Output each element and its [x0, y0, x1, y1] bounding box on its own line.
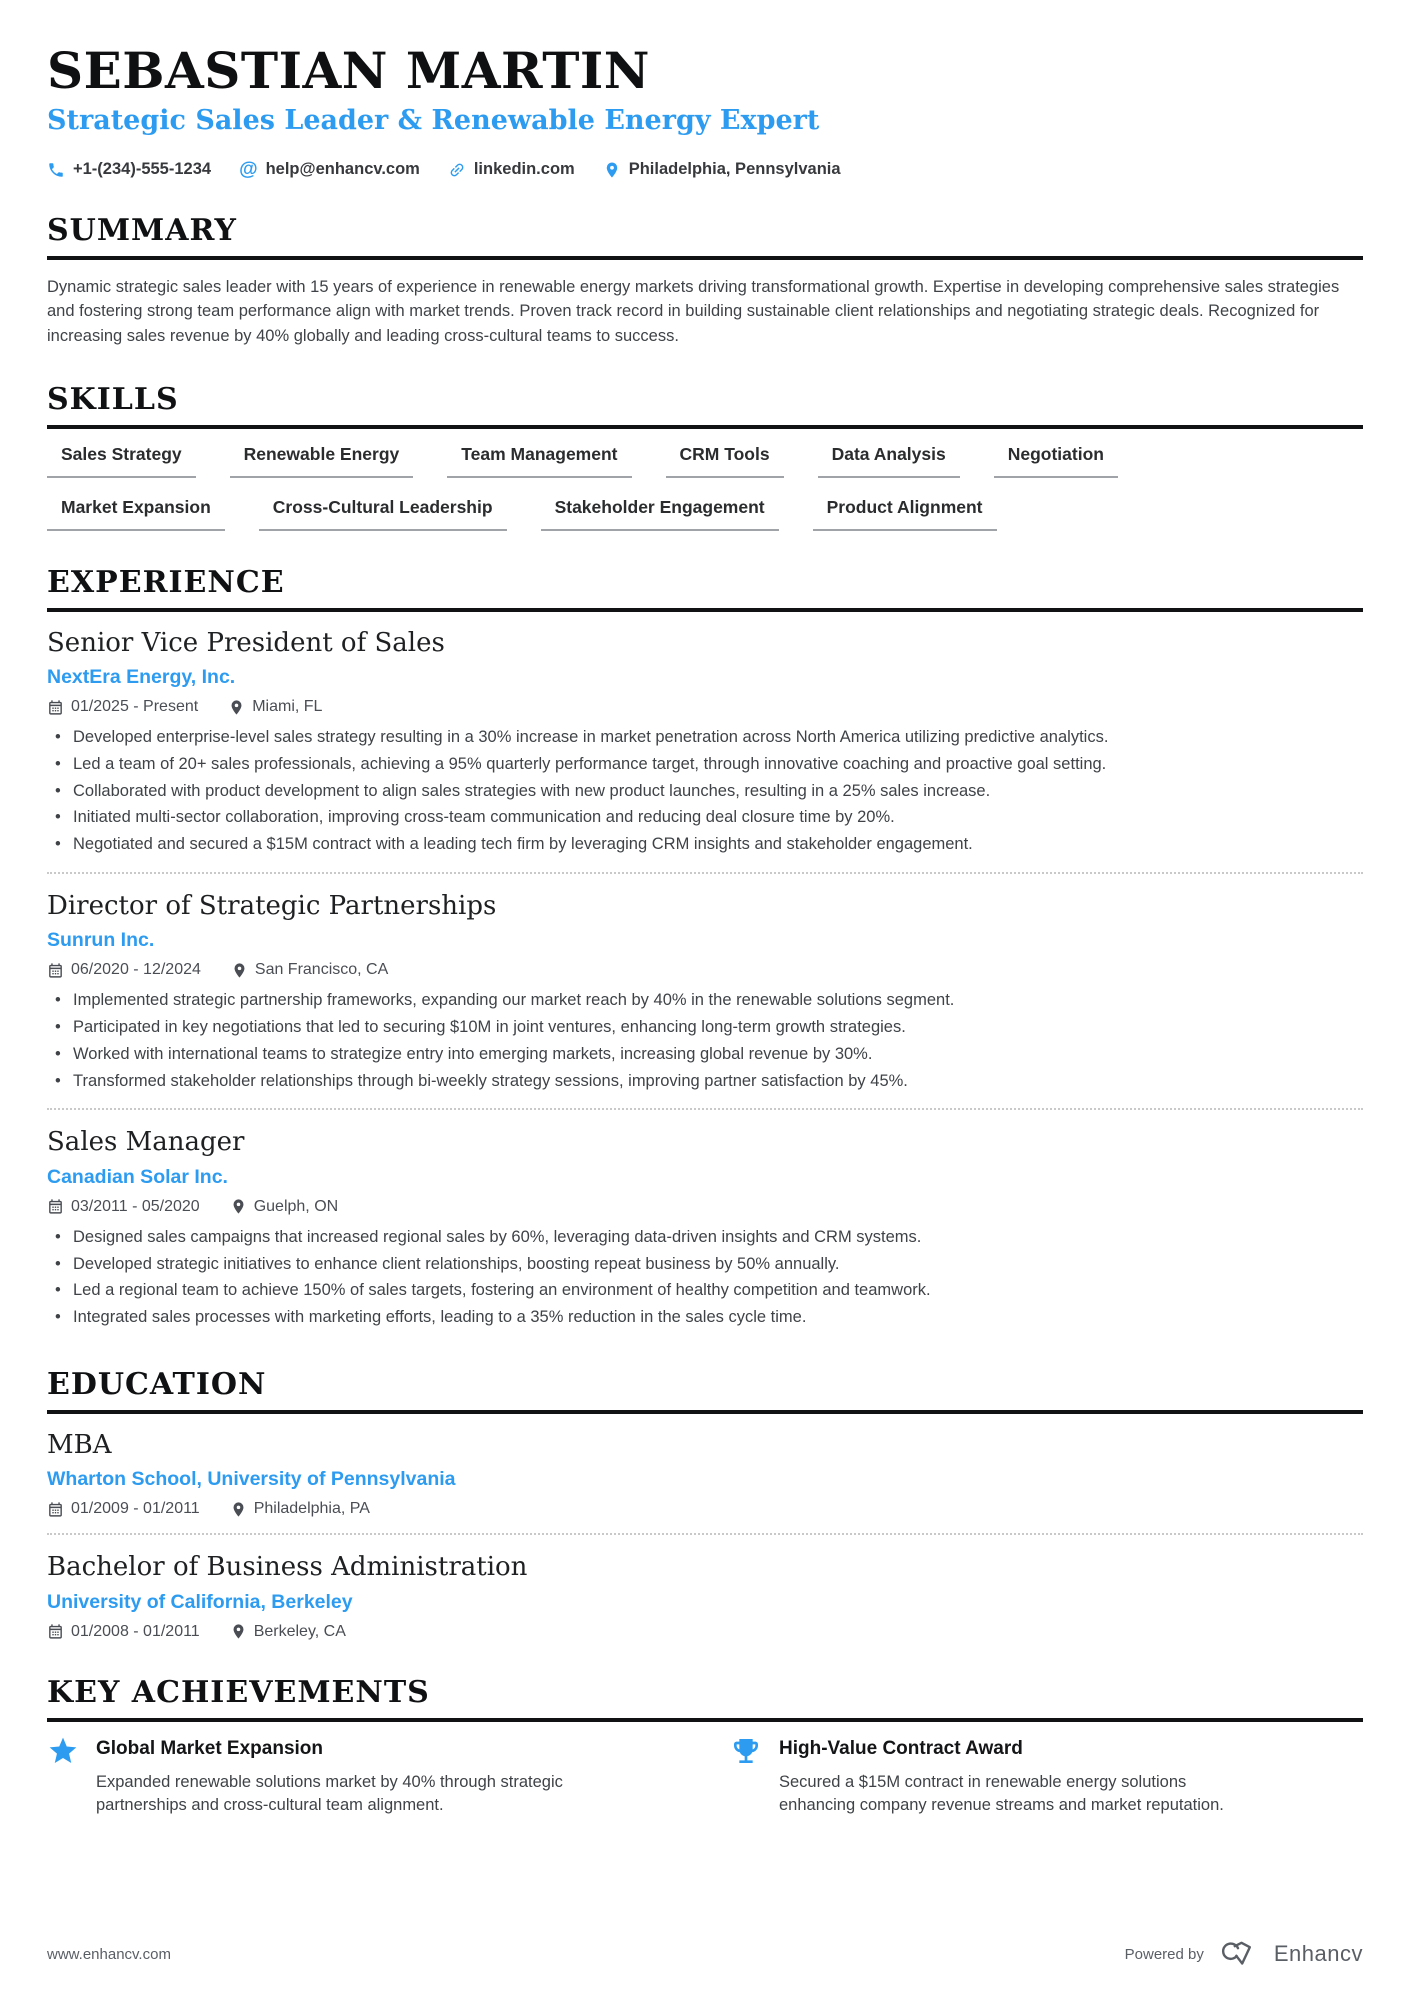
experience-entry	[47, 890, 1363, 1094]
calendar-icon	[47, 1198, 64, 1215]
skill-row-2	[47, 497, 1363, 531]
job-location	[228, 698, 322, 716]
job-bullet: • Implemented strategic partnership frameworks, expanding our market reach by 40% in the renewable solutions segment.	[51, 989, 1363, 1013]
achievements-grid	[47, 1737, 1363, 1819]
powered-by-label: Powered by	[1124, 1945, 1204, 1963]
skill-item: Market Expansion	[47, 497, 225, 531]
section-divider	[47, 1718, 1363, 1722]
contact-location-text: Philadelphia, Pennsylvania	[628, 160, 841, 179]
candidate-headline: Strategic Sales Leader & Renewable Energy Expert	[47, 105, 820, 136]
job-bullet: • Transformed stakeholder relationships through bi-weekly strategy sessions, improving partner satisfaction by 45%.	[51, 1070, 1363, 1094]
summary-text: Dynamic strategic sales leader with 15 years of experience in renewable energy markets driving transformational growth. Expertise in developing comprehensive sales strategies and fostering strong team performance align with market trends. Proven track record in building sustainable client relationships and negotiating strategic deals. Recognized for increasing sales revenue by 40% globally and leading cross-cultural teams to success.	[47, 278, 1340, 345]
achievement-item	[47, 1737, 680, 1819]
education-meta	[47, 1623, 1363, 1641]
section-divider	[47, 608, 1363, 612]
job-location-text: San Francisco, CA	[254, 961, 389, 979]
calendar-icon	[47, 962, 64, 979]
education-entry	[47, 1551, 1363, 1641]
contact-linkedin[interactable]	[448, 160, 575, 179]
section-achievements	[47, 1676, 1363, 1819]
skill-item: Renewable Energy	[230, 444, 414, 478]
entry-separator	[47, 1533, 1363, 1535]
job-bullet: • Collaborated with product development to align sales strategies with new product launches, resulting in a 25% sales increase.	[51, 780, 1363, 804]
location-icon	[231, 962, 248, 979]
skill-item: Cross-Cultural Leadership	[259, 497, 507, 531]
summary-heading: SUMMARY	[47, 213, 237, 249]
entry-separator	[47, 872, 1363, 874]
experience-entry	[47, 1126, 1363, 1330]
section-education	[47, 1368, 1363, 1641]
contact-email[interactable]	[239, 160, 420, 179]
achievement-title: Global Market Expansion	[96, 1737, 323, 1759]
location-icon	[230, 1501, 247, 1518]
achievement-body	[96, 1737, 566, 1819]
footer-site-link[interactable]: www.enhancv.com	[47, 1945, 171, 1963]
job-dates	[47, 961, 201, 979]
job-company: NextEra Energy, Inc.	[47, 666, 236, 689]
experience-entry	[47, 627, 1363, 857]
school-name: University of California, Berkeley	[47, 1590, 353, 1613]
job-location-text: Miami, FL	[252, 698, 323, 716]
education-location	[230, 1500, 370, 1518]
job-dates-text: 03/2011 - 05/2020	[71, 1197, 200, 1215]
location-icon	[228, 699, 245, 716]
education-entry	[47, 1429, 1363, 1519]
job-title: Senior Vice President of Sales	[47, 627, 445, 658]
section-divider	[47, 1410, 1363, 1414]
enhancv-logo-icon	[1217, 1939, 1261, 1969]
enhancv-brand-name: Enhancv	[1273, 1941, 1363, 1966]
job-company: Sunrun Inc.	[47, 929, 155, 952]
skill-item: CRM Tools	[666, 444, 784, 478]
candidate-name: SEBASTIAN MARTIN	[47, 41, 650, 100]
skill-row-1	[47, 444, 1363, 478]
contact-email-text[interactable]: help@enhancv.com	[265, 160, 420, 179]
achievement-item	[730, 1737, 1363, 1819]
education-location-text: Berkeley, CA	[253, 1622, 346, 1640]
job-bullet: • Integrated sales processes with marketing efforts, leading to a 35% reduction in the sales cycle time.	[51, 1306, 1363, 1330]
experience-heading: EXPERIENCE	[47, 564, 285, 600]
calendar-icon	[47, 1623, 64, 1640]
contact-phone-text: +1-(234)-555-1234	[73, 160, 212, 179]
job-bullets	[47, 1226, 1363, 1330]
phone-icon	[47, 161, 65, 179]
calendar-icon	[47, 1501, 64, 1518]
skill-item: Negotiation	[994, 444, 1118, 478]
education-heading: EDUCATION	[47, 1366, 267, 1402]
job-dates	[47, 698, 198, 716]
skill-item: Product Alignment	[813, 497, 997, 531]
contact-phone	[47, 160, 211, 179]
footer-branding[interactable]	[1125, 1939, 1363, 1969]
job-company: Canadian Solar Inc.	[47, 1165, 228, 1188]
achievement-text: Secured a $15M contract in renewable energy solutions enhancing company revenue streams and market reputation.	[779, 1772, 1224, 1815]
job-bullets	[47, 726, 1363, 857]
job-dates	[47, 1198, 200, 1216]
job-bullet: • Worked with international teams to strategize entry into emerging markets, increasing global revenue by 30%.	[51, 1043, 1363, 1067]
job-dates-text: 06/2020 - 12/2024	[71, 961, 201, 979]
achievement-title: High-Value Contract Award	[779, 1737, 1023, 1759]
degree-title: Bachelor of Business Administration	[47, 1552, 528, 1583]
section-skills	[47, 383, 1363, 531]
entry-separator	[47, 1108, 1363, 1110]
skill-item: Data Analysis	[818, 444, 960, 478]
job-title: Sales Manager	[47, 1127, 245, 1158]
job-title: Director of Strategic Partnerships	[47, 890, 497, 921]
skill-item: Stakeholder Engagement	[541, 497, 779, 531]
achievements-heading: KEY ACHIEVEMENTS	[47, 1674, 430, 1710]
job-bullet: • Developed enterprise-level sales strategy resulting in a 30% increase in market penetration across North America utilizing predictive analytics.	[51, 726, 1363, 750]
achievement-body	[779, 1737, 1249, 1819]
job-location	[231, 961, 388, 979]
education-location	[230, 1623, 346, 1641]
job-meta	[47, 961, 1363, 979]
job-bullet: • Initiated multi-sector collaboration, improving cross-team communication and reducing deal closure time by 20%.	[51, 806, 1363, 830]
degree-title: MBA	[47, 1429, 112, 1460]
job-bullet: • Led a regional team to achieve 150% of sales targets, fostering an environment of healthy competition and teamwork.	[51, 1279, 1363, 1303]
contact-row	[47, 160, 1363, 179]
job-bullet: • Negotiated and secured a $15M contract with a leading tech firm by leveraging CRM insights and stakeholder engagement.	[51, 833, 1363, 857]
skill-item: Team Management	[447, 444, 631, 478]
star-icon	[47, 1735, 79, 1767]
education-dates	[47, 1623, 200, 1641]
calendar-icon	[47, 699, 64, 716]
education-dates	[47, 1500, 200, 1518]
education-meta	[47, 1500, 1363, 1518]
job-bullet: • Developed strategic initiatives to enhance client relationships, boosting repeat business by 50% annually.	[51, 1253, 1363, 1277]
contact-location	[603, 160, 841, 179]
job-location-text: Guelph, ON	[253, 1197, 339, 1215]
job-meta	[47, 1198, 1363, 1216]
page-footer	[47, 1939, 1363, 1969]
location-icon	[230, 1623, 247, 1640]
job-bullets	[47, 989, 1363, 1093]
job-bullet: • Designed sales campaigns that increased regional sales by 60%, leveraging data-driven insights and CRM systems.	[51, 1226, 1363, 1250]
education-location-text: Philadelphia, PA	[253, 1500, 370, 1518]
resume-header	[47, 41, 1363, 181]
contact-linkedin-text[interactable]: linkedin.com	[473, 160, 575, 179]
job-bullet: • Led a team of 20+ sales professionals, achieving a 95% quarterly performance target, through innovative coaching and proactive goal setting.	[51, 753, 1363, 777]
job-location	[230, 1198, 338, 1216]
trophy-icon	[730, 1735, 762, 1767]
section-divider	[47, 256, 1363, 260]
location-icon	[230, 1198, 247, 1215]
skills-heading: SKILLS	[47, 381, 179, 417]
at-icon: @	[239, 159, 258, 181]
job-dates-text: 01/2025 - Present	[71, 698, 199, 716]
section-experience	[47, 566, 1363, 1333]
school-name: Wharton School, University of Pennsylvania	[47, 1468, 456, 1491]
achievement-text: Expanded renewable solutions market by 40% through strategic partnerships and cross-cultural team alignment.	[96, 1772, 563, 1815]
education-dates-text: 01/2008 - 01/2011	[71, 1622, 200, 1640]
link-icon	[444, 157, 469, 182]
section-summary	[47, 214, 1363, 347]
job-bullet: • Participated in key negotiations that led to securing $10M in joint ventures, enhancing long-term growth strategies.	[51, 1016, 1363, 1040]
skill-item: Sales Strategy	[47, 444, 196, 478]
job-meta	[47, 698, 1363, 716]
section-divider	[47, 425, 1363, 429]
education-dates-text: 01/2009 - 01/2011	[71, 1500, 200, 1518]
location-icon	[603, 161, 621, 179]
